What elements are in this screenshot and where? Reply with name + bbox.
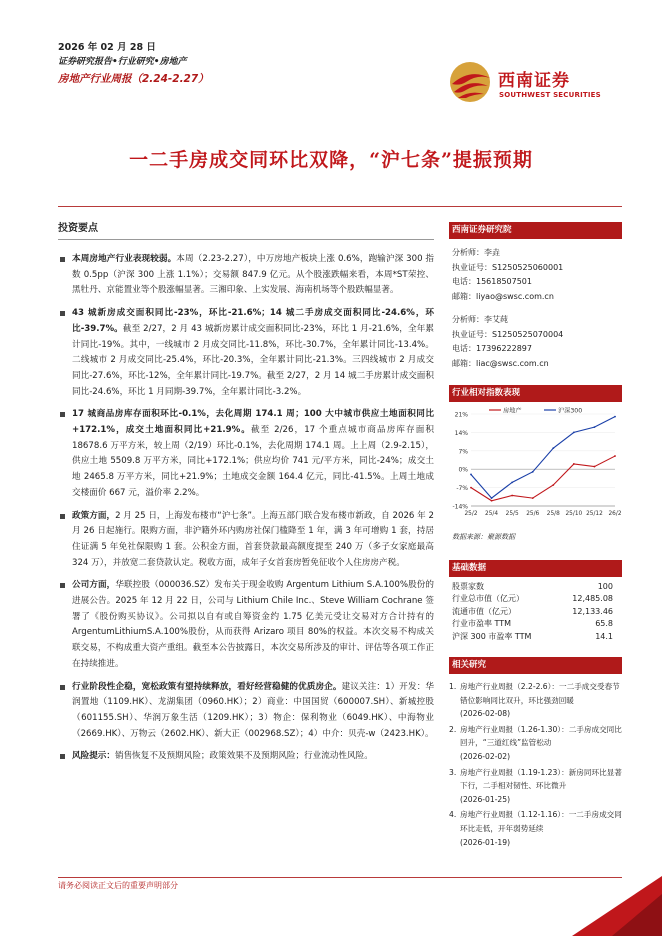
related-research-date: (2026-01-19) [460,837,511,847]
series-line [471,417,615,498]
basic-data-row [449,606,622,618]
y-tick-label: 0% [458,466,468,474]
report-category: 证券研究报告•行业研究•房地产 [58,57,187,67]
basic-data-label: 行业市盈率 TTM [452,619,512,629]
basic-data-heading: 基础数据 [449,560,622,577]
y-tick-label: 7% [458,448,468,456]
chart-heading: 行业相对指数表现 [449,385,622,402]
related-research-title: 房地产行业周报（1.26-1.30）：二手房成交同比回升，“三道红线”监管松动 [460,724,622,748]
series-point [532,471,534,473]
related-research-title: 房地产行业周报（1.12-1.16）：一二手房成交同环比走低，开年弱势延续 [460,810,622,833]
related-research-item[interactable] [449,808,622,849]
x-tick-label: 25/2 [464,511,478,517]
key-point-item [58,680,434,743]
report-date: 2026 年 02 月 28 日 [58,42,156,53]
series-point [594,466,596,468]
y-tick-label: 14% [454,429,468,437]
related-research-title: 房地产行业周报（2.2-2.6）：一二手成交受春节错位影响同比双升，环比强劲回暖 [460,682,620,705]
x-tick-label: 25/6 [526,511,540,517]
series-point [470,487,472,489]
series-point [573,432,575,434]
series-point [470,474,472,476]
series-point [491,497,493,499]
key-point-text: 2 月 25 日，上海发布楼市“沪七条”。上海五部门联合发布楼市新政，自 2026 年 2 月 26 日起施行。限购方面，非沪籍外环内购房社保门槛降至 1 年，满 3 年可增购 1 套，持居住证满 5 年免社保限购 1 套。公积金方面，首套贷款最高额度提至 240 万（多子女家庭最高 324 万），并放宽二套贷款认定。税收方面，成年子女首套房暂免征收个人住房房产税。 [72,510,434,568]
key-point-lead: 43 城新房成交面积同比-23%，环比-21.6%；14 城二手房成交面积同比-24.6%，环比-39.7%。 [72,308,434,334]
analyst-phone: 电话：17396222897 [452,344,532,353]
logo-emblem-icon [448,60,494,104]
chart-svg [449,402,622,530]
series-point [552,447,554,449]
series-point [614,416,616,418]
corner-decoration [462,876,662,936]
analyst-email[interactable]: 邮箱：liyao@swsc.com.cn [452,291,554,301]
key-point-text: 华联控股（000036.SZ）发布关于现金收购 Argentum Lithium S.A.100%股份的进展公告。2025 年 12 月 22 日，公司与 Lithium Chile Inc.、Steve William Cochrane 签署了《股份购买协议》。公司拟以自有或自筹资金约 1.75 亿美元受让交易对方合计持有的 ArgentumLithiumS.A.100%股份，从而获得 Arizaro 项目 80%的权益。本次交易不构成关联交易，不构成重大资产重组。截至本公告披露日，本次交易所涉及的审计、评估等各项工作正在持续推进。 [72,580,434,669]
series-point [491,500,493,502]
key-point-lead: 行业阶段性企稳，宽松政策有望持续释放，看好经营稳健的优质房企。 [72,681,342,692]
company-logo [448,60,618,104]
report-title: 一二手房成交同环比双降，“沪七条”提振预期 [129,149,533,171]
series-point [552,484,554,486]
related-research-date: (2026-01-25) [460,794,511,804]
related-research-title: 房地产行业周报（1.19-1.23）：新房同环比显著下行，二手相对韧性、环比微升 [460,767,622,791]
key-point-lead: 风险提示： [72,751,115,762]
series-point [594,426,596,428]
basic-data-value: 100 [597,582,613,591]
related-research-number: 2. [449,724,457,734]
logo-english: SOUTHWEST SECURITIES [499,91,601,99]
research-institute-heading: 西南证券研究院 [449,222,622,239]
series-point [573,463,575,465]
basic-data-row [449,581,622,593]
analyst-email[interactable]: 邮箱：liac@swsc.com.cn [452,358,549,368]
y-tick-label: -7% [456,485,468,493]
basic-data-label: 股票家数 [452,582,484,591]
related-research-heading: 相关研究 [449,657,622,674]
basic-data-value: 14.1 [595,631,613,641]
x-tick-label: 25/10 [565,511,583,517]
related-research-item[interactable] [449,680,622,721]
basic-data-value: 12,485.08 [572,594,613,604]
key-point-text: 销售恢复不及预期风险；政策效果不及预期风险；行业流动性风险。 [114,751,373,762]
key-point-lead: 17 城商品房库存面积环比-0.1%，去化周期 174.1 周；100 大中城市供应土地面积同比+172.1%，成交土地面积同比+21.9%。 [72,409,434,436]
legend-label: 沪深300 [558,407,583,415]
related-research-item[interactable] [449,723,622,764]
key-points-heading: 投资要点 [58,222,434,240]
key-point-text: 截至 2/26，17 个重点城市商品房库存面积 18678.6 万平方米，较上周（2/19）环比-0.1%，去化周期 174.1 周。上上周（2.9-2.15），供应土地 5509.8 万平方米，同比+172.1%；供应均价 741 元/平方米，同比-24%；成交土地 2465.8 万平方米，同比+21.9%；土地成交金额 164.4 亿元，同比-41.5%。上周土地成交楼面价 667 元，溢价率 2.2%。 [72,425,435,498]
key-point-text: 建议关注：1）开发：华润置地（1109.HK）、龙湖集团（0960.HK）；2）商业：中国国贸（600007.SH）、新城控股（601155.SH）、华润万象生活（1209.HK）；3）物企：保利物业（6049.HK）、中海物业（2669.HK）、万物云（2602.HK）、新大正（002968.SZ）；4）中介：贝壳-w（2423.HK）。 [72,681,434,739]
key-point-item [58,509,434,572]
related-research-date: (2026-02-02) [460,752,511,761]
key-point-text: 本周（2.23-2.27），中万房地产板块上涨 0.6%，跑输沪深 300 指数 0.5pp（沪深 300 上涨 1.1%）；交易额 847.9 亿元。从个股涨跌幅来看，本周*ST荣控、黑牡丹、京能置业等个股涨幅显著。三湘印象、上实发展、海南机场等个股跌幅显著。 [72,254,434,296]
report-series: 房地产行业周报（2.24-2.27） [58,73,209,85]
key-point-item [58,749,434,765]
logo-name: 西南证券 [498,71,570,91]
series-point [614,455,616,457]
x-tick-label: 25/12 [586,511,603,517]
basic-data-row [449,631,622,643]
basic-data-value: 12,133.46 [572,606,613,616]
analyst-license: 执业证号：S1250525070004 [452,329,564,339]
relative-index-chart [449,402,622,530]
chart-source: 数据来源：聚源数据 [452,533,515,541]
series-point [511,481,513,483]
related-research-number: 1. [449,682,457,692]
x-tick-label: 26/2 [608,511,622,517]
sidebar [449,222,622,851]
legend-label: 房地产 [503,407,522,415]
series-point [532,497,534,499]
analyst-phone: 电话：15618507501 [452,277,532,286]
related-research-number: 4. [449,810,457,820]
x-tick-label: 25/5 [505,511,519,517]
x-tick-label: 25/4 [485,511,499,517]
basic-data-label: 沪深 300 市盈率 TTM [452,631,532,641]
key-point-item [58,578,434,672]
key-point-item [58,407,434,501]
basic-data-row [449,618,622,630]
related-research-number: 3. [449,767,457,777]
series-point [511,495,513,497]
report-header [58,41,458,88]
analyst-name: 分析师：李垚 [452,248,500,257]
analyst-license: 执业证号：S1250525060001 [452,262,564,272]
related-research-date: (2026-02-08) [460,709,511,719]
key-points-section [58,222,434,772]
footer-disclaimer[interactable]: 请务必阅读正文后的重要声明部分 [58,881,178,890]
key-point-item [58,306,434,400]
analyst-name: 分析师：李艾莼 [452,315,508,324]
key-point-lead: 公司方面， [72,580,116,591]
y-tick-label: 21% [454,411,468,419]
basic-data-label: 行业总市值（亿元） [452,594,524,604]
y-tick-label: -14% [452,503,468,511]
key-point-item [58,252,434,299]
related-research-item[interactable] [449,766,622,807]
title-divider [58,206,622,207]
x-tick-label: 25/8 [546,511,560,517]
series-line [471,456,615,501]
key-point-text: 截至 2/27，2 月 43 城新房累计成交面积同比-23%，环比 1 月-21.6%，全年累计同比-19%。其中，一线城市 2 月成交同比-11.8%，环比-30.7%，全年累计同比-13.4%。二线城市 2 月成交同比-25.4%，环比-20.3%，全年累计同比-21.3%。三四线城市 2 月成交同比-27.6%，环比-12%，全年累计同比-19.7%。截至 2/27，2 月 14 城二手房累计成交面积同比-24.6%，环比 1 月同期-39.7%，全年累计同比-3.2%。 [72,323,434,397]
key-point-lead: 政策方面， [72,510,116,521]
key-point-lead: 本周房地产行业表现较弱。 [72,254,177,264]
basic-data-label: 流通市值（亿元） [452,606,516,616]
basic-data-value: 65.8 [595,619,613,629]
basic-data-row [449,593,622,605]
